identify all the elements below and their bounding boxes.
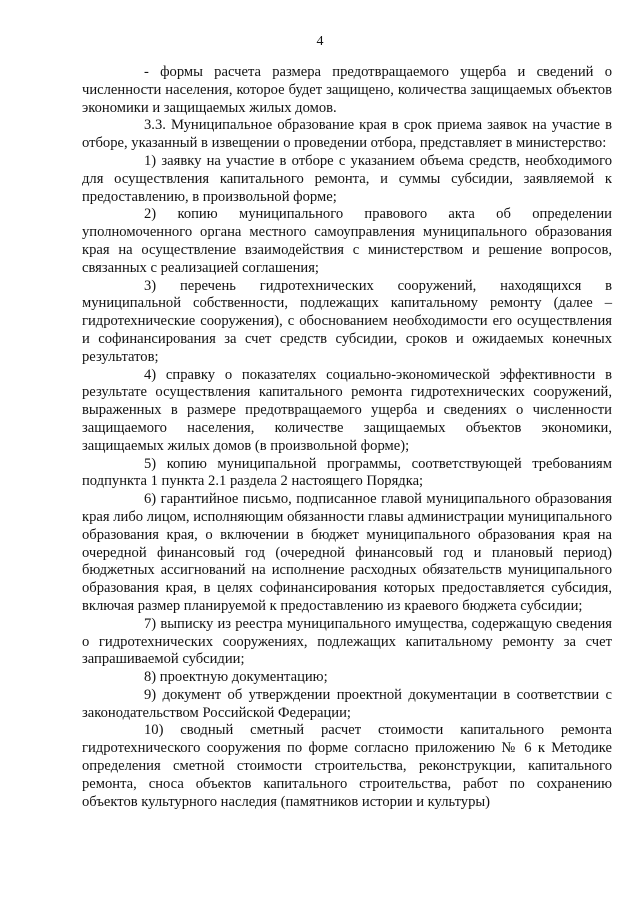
list-item-10: 10) сводный сметный расчет стоимости капитального ремонта гидротехнического сооружения по форме согласно приложению № 6 к Методике определения сметной стоимости строительства, реконструкции, капитального ремонта, сноса объектов капитального строительства, работ по сохранению объектов культурного наследия (памятников истории и культуры) (82, 722, 612, 810)
list-item-7: 7) выписку из реестра муниципального имущества, содержащую сведения о гидротехнических сооружениях, подлежащих капитальному ремонту за счет запрашиваемой субсидии; (82, 615, 612, 668)
page-number: 4 (316, 34, 324, 49)
list-item-8: 8) проектную документацию; (144, 669, 328, 686)
document-body (82, 64, 612, 811)
list-item-3: 3) перечень гидротехнических сооружений, находящихся в муниципальной собственности, подлежащих капитальному ремонту (далее – гидротехнические сооружения), с обоснованием необходимости его осуществления и софинансирования за счет средств субсидии, сроков и ожидаемых конечных результатов; (82, 277, 612, 365)
paragraph-form-calculation: - формы расчета размера предотвращаемого ущерба и сведений о численности населения, которое будет защищено, количества защищаемых объектов экономики и защищаемых жилых домов. (82, 64, 612, 116)
list-item-4: 4) справку о показателях социально-экономической эффективности в результате осуществления капитального ремонта гидротехнических сооружений, выраженных в размере предотвращаемого ущерба и сведениях о численности защищаемого населения, количестве защищаемых объектов экономики, защищаемых жилых домов (в произвольной форме); (82, 366, 612, 454)
list-item-2: 2) копию муниципального правового акта об определении уполномоченного органа местного самоуправления муниципального образования края на осуществление взаимодействия с министерством и решение вопросов, связанных с реализацией соглашения; (82, 206, 612, 276)
list-item-1: 1) заявку на участие в отборе с указанием объема средств, необходимого для осуществления капитального ремонта, и суммы субсидии, заявляемой к предоставлению, в произвольной форме; (82, 152, 612, 205)
list-item-6: 6) гарантийное письмо, подписанное главой муниципального образования края либо лицом, исполняющим обязанности главы администрации муниципального образования края, о включении в бюджет муниципального образования края на очередной финансовый год (очередной финансовый год и плановый период) бюджетных ассигнований на исполнение расходных обязательств муниципального образования края, в целях софинансирования которых предоставляется субсидия, включая размер планируемой к предоставлению из краевого бюджета субсидии; (82, 491, 612, 614)
paragraph-3-3: 3.3. Муниципальное образование края в срок приема заявок на участие в отборе, указанный в извещении о проведении отбора, представляет в министерство: (82, 117, 612, 152)
list-item-5: 5) копию муниципальной программы, соответствующей требованиям подпункта 1 пункта 2.1 раздела 2 настоящего Порядка; (82, 455, 612, 490)
list-item-9: 9) документ об утверждении проектной документации в соответствии с законодательством Российской Федерации; (82, 686, 612, 721)
